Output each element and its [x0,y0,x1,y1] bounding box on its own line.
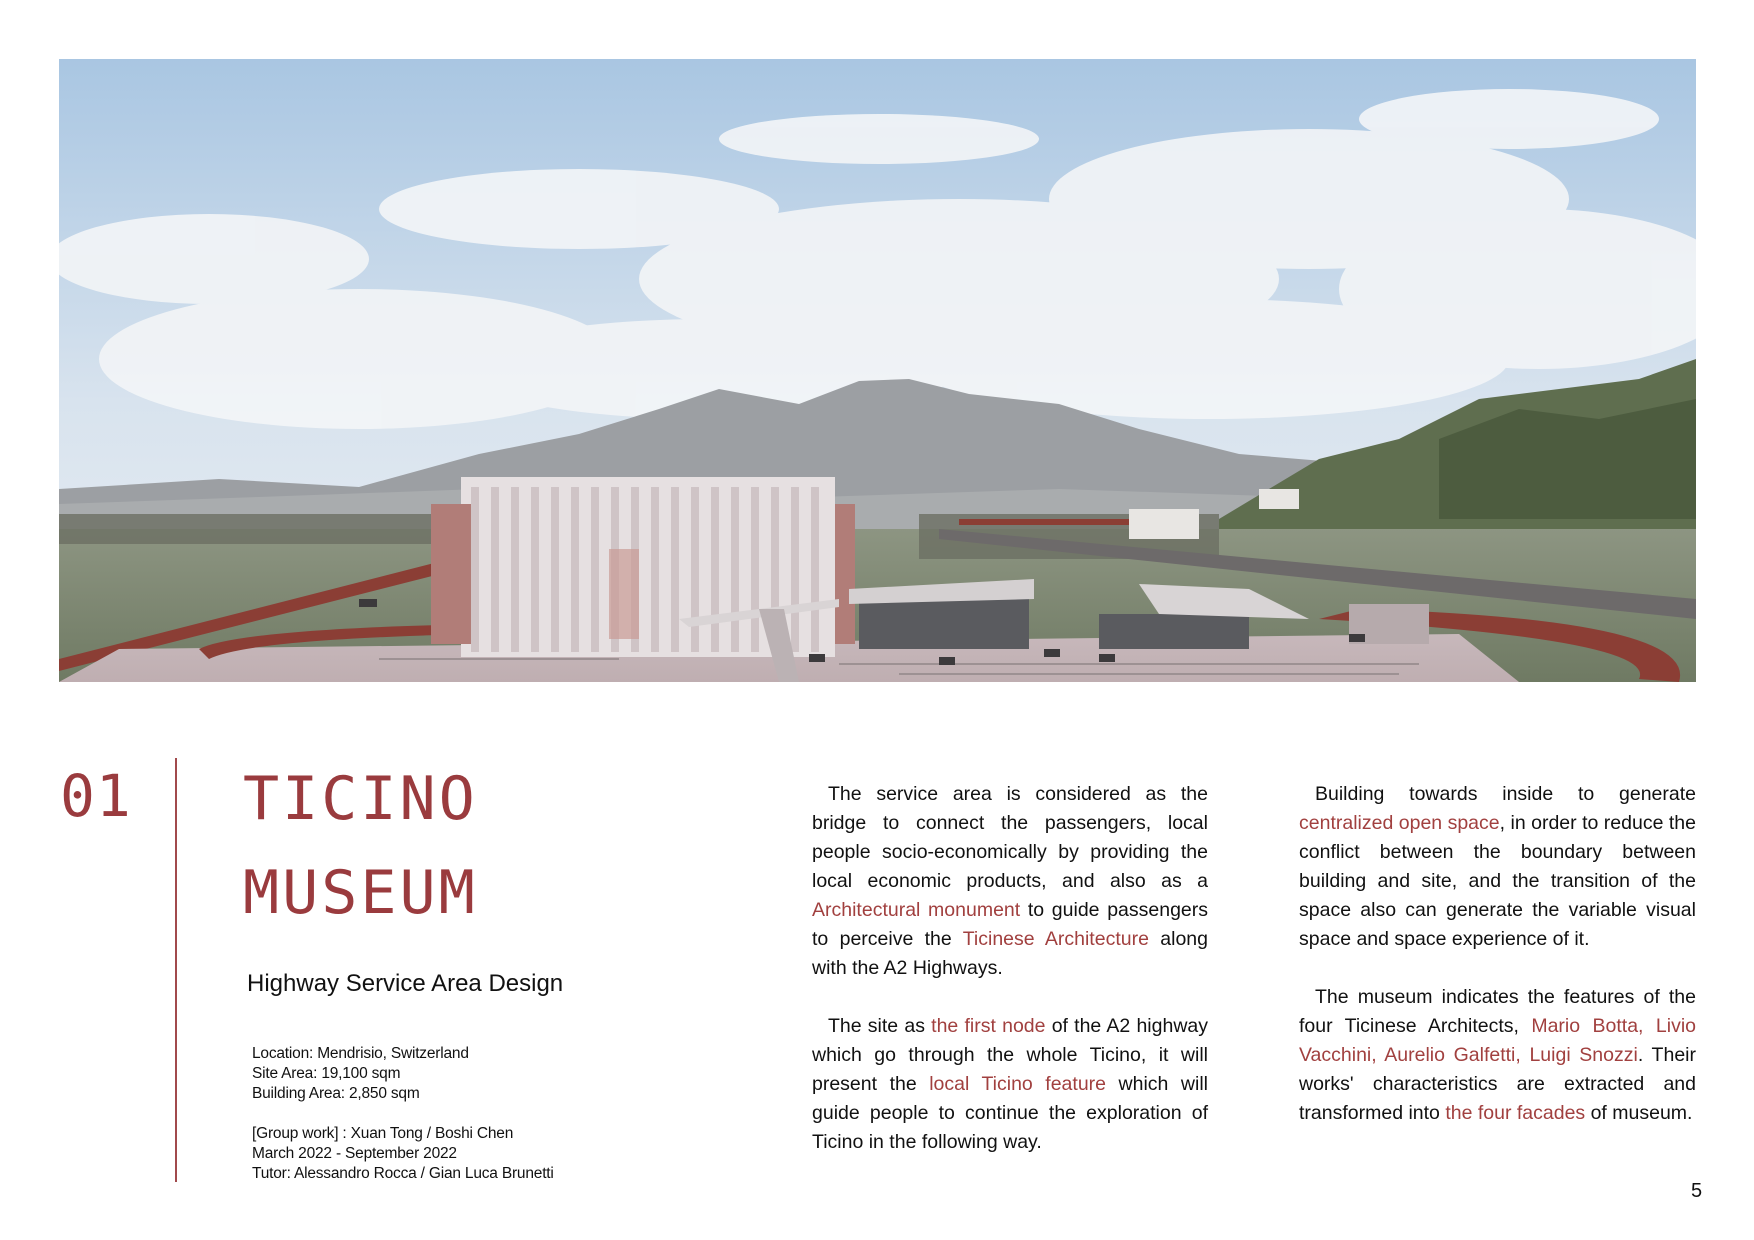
highlighted-text: Mario Botta, Livio Vacchini, Aurelio Galfetti, Luigi Snozzi [1299,1015,1696,1066]
divider-line [175,758,177,1182]
highlighted-text: Ticinese Architecture [962,928,1149,950]
project-title-line: TICINO [243,764,478,834]
project-subtitle: Highway Service Area Design [247,970,564,997]
body-text: along with the A2 Highways. [812,928,1208,979]
page-number: 5 [1691,1180,1703,1202]
highlighted-text: centralized open space [1299,812,1500,834]
body-text: Building towards inside to generate [1315,783,1696,805]
meta-site-area: Site Area: 19,100 sqm [252,1065,401,1082]
body-text: , in order to reduce the conflict between the boundary between building and site, and the transition of the space also can generate the variable visual space and space experience of it. [1299,812,1696,950]
body-text: . Their works' characteristics are extracted and transformed into [1299,1044,1696,1124]
highlighted-text: local Ticino feature [929,1073,1107,1095]
highlighted-text: the first node [931,1015,1046,1037]
meta-group-work: [Group work] : Xuan Tong / Boshi Chen [252,1125,514,1142]
highlighted-text: Architectural monument [812,899,1021,921]
meta-location: Location: Mendrisio, Switzerland [252,1045,469,1062]
description-column-2 [1299,780,1696,1128]
paragraph-gap [812,983,1208,1012]
description-paragraph [1299,983,1696,1128]
hero-rendering-image [59,59,1696,682]
description-paragraph [1299,780,1696,954]
body-text: to guide passengers to perceive the [812,899,1209,950]
meta-spacer [252,1104,554,1124]
project-title [243,752,478,940]
project-number: 01 [60,762,132,830]
description-column-1 [812,780,1208,1157]
meta-building-area: Building Area: 2,850 sqm [252,1085,420,1102]
project-title-line: MUSEUM [243,858,478,928]
description-paragraph [812,780,1208,983]
description-paragraph [812,1012,1208,1157]
body-text: The service area is considered as the bridge to connect the passengers, local people socio-economically by providing the local economic products, and also as a [812,783,1208,892]
paragraph-gap [1299,954,1696,983]
body-text: which will guide people to continue the exploration of Ticino in the following way. [812,1073,1208,1153]
body-text: The site as [828,1015,932,1037]
body-text: of the A2 highway which go through the whole Ticino, it will present the [812,1015,1208,1095]
highlighted-text: the four facades [1445,1102,1586,1124]
body-text: The museum indicates the features of the four Ticinese Architects, [1299,986,1696,1037]
meta-tutor: Tutor: Alessandro Rocca / Gian Luca Brunetti [252,1165,554,1182]
project-meta [252,1044,554,1184]
body-text: of museum. [1585,1102,1693,1124]
meta-dates: March 2022 - September 2022 [252,1145,457,1162]
